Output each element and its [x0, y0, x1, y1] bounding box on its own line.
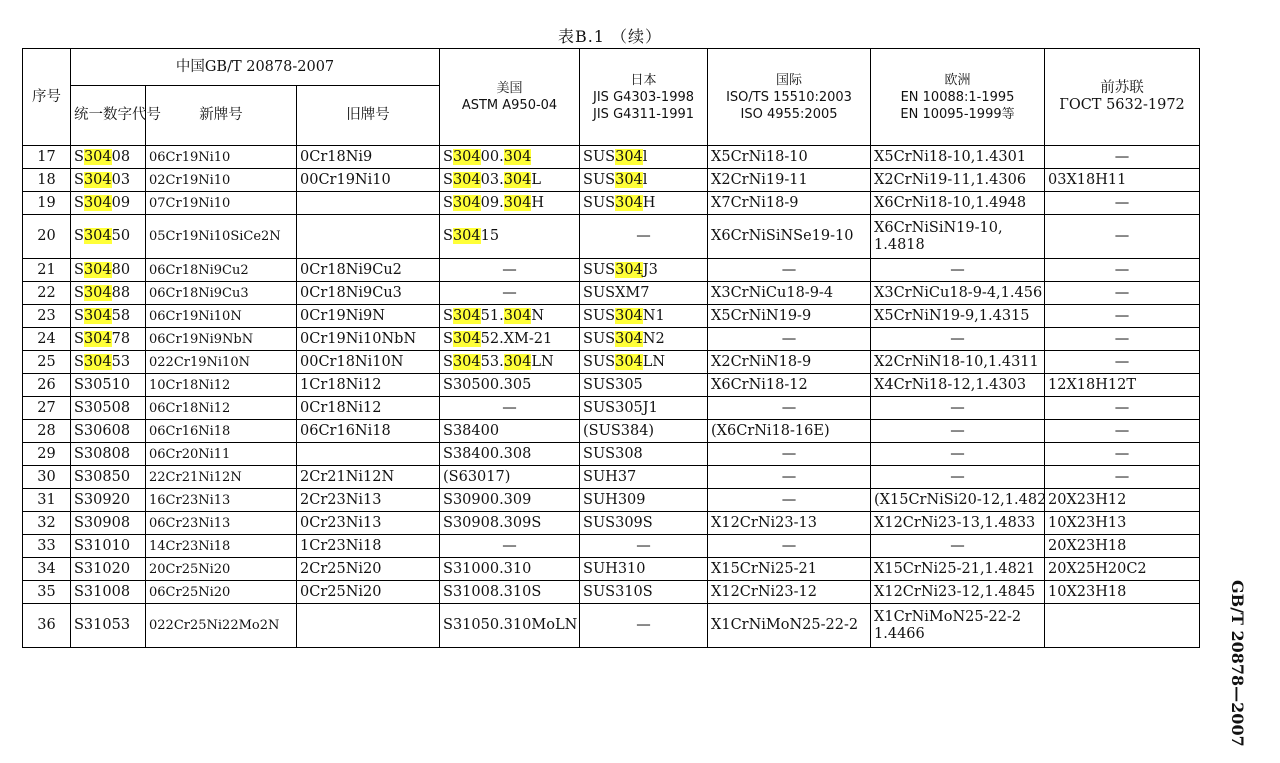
ussr-grade-cell: —	[1045, 282, 1200, 305]
usa-grade-cell: S30500.305	[440, 374, 580, 397]
ussr-grade-cell: —	[1045, 215, 1200, 259]
seq-cell: 30	[23, 466, 71, 489]
new-grade-cell: 06Cr23Ni13	[146, 512, 297, 535]
seq-cell: 35	[23, 581, 71, 604]
japan-grade-cell: SUS305J1	[580, 397, 708, 420]
ussr-grade-cell: 20X25H20C2	[1045, 558, 1200, 581]
unified-code-cell: S30850	[71, 466, 146, 489]
japan-grade-cell: SUH310	[580, 558, 708, 581]
europe-grade-cell: —	[871, 328, 1045, 351]
unified-code-cell: S31020	[71, 558, 146, 581]
iso-grade-cell: X5CrNi18-10	[708, 146, 871, 169]
iso-grade-cell: X3CrNiCu18-9-4	[708, 282, 871, 305]
old-grade-cell: 00Cr19Ni10	[297, 169, 440, 192]
usa-grade-cell: S38400.308	[440, 443, 580, 466]
new-grade-cell: 06Cr18Ni9Cu3	[146, 282, 297, 305]
usa-grade-cell: S31000.310	[440, 558, 580, 581]
japan-grade-cell: SUS304l	[580, 146, 708, 169]
iso-grade-cell: X12CrNi23-12	[708, 581, 871, 604]
unified-code-cell: S30908	[71, 512, 146, 535]
seq-cell: 28	[23, 420, 71, 443]
usa-grade-cell: S31008.310S	[440, 581, 580, 604]
table-row	[23, 305, 1200, 328]
new-grade-cell: 022Cr19Ni10N	[146, 351, 297, 374]
header-new-grade: 新牌号	[146, 86, 297, 146]
usa-grade-cell: S30400.304	[440, 146, 580, 169]
unified-code-cell: S30453	[71, 351, 146, 374]
unified-code-cell: S31008	[71, 581, 146, 604]
old-grade-cell: 2Cr23Ni13	[297, 489, 440, 512]
iso-grade-cell: X6CrNi18-12	[708, 374, 871, 397]
old-grade-cell: 2Cr21Ni12N	[297, 466, 440, 489]
ussr-grade-cell: —	[1045, 328, 1200, 351]
iso-grade-cell: —	[708, 535, 871, 558]
unified-code-cell: S30508	[71, 397, 146, 420]
header-usa: 美国 ASTM A950-04	[440, 49, 580, 146]
ussr-grade-cell: —	[1045, 305, 1200, 328]
ussr-grade-cell: —	[1045, 351, 1200, 374]
new-grade-cell: 022Cr25Ni22Mo2N	[146, 604, 297, 648]
old-grade-cell: 0Cr18Ni12	[297, 397, 440, 420]
old-grade-cell: 0Cr18Ni9Cu3	[297, 282, 440, 305]
europe-grade-cell: X15CrNi25-21,1.4821	[871, 558, 1045, 581]
table-row	[23, 215, 1200, 259]
japan-grade-cell: —	[580, 215, 708, 259]
usa-grade-cell: —	[440, 282, 580, 305]
seq-cell: 25	[23, 351, 71, 374]
table-row	[23, 489, 1200, 512]
header-old-grade: 旧牌号	[297, 86, 440, 146]
europe-grade-cell: —	[871, 259, 1045, 282]
new-grade-cell: 06Cr18Ni12	[146, 397, 297, 420]
new-grade-cell: 20Cr25Ni20	[146, 558, 297, 581]
japan-grade-cell: SUS304N2	[580, 328, 708, 351]
seq-cell: 21	[23, 259, 71, 282]
seq-cell: 31	[23, 489, 71, 512]
japan-grade-cell: SUH37	[580, 466, 708, 489]
unified-code-cell: S30458	[71, 305, 146, 328]
iso-grade-cell: X7CrNi18-9	[708, 192, 871, 215]
usa-grade-cell: —	[440, 259, 580, 282]
new-grade-cell: 06Cr25Ni20	[146, 581, 297, 604]
iso-grade-cell: X5CrNiN19-9	[708, 305, 871, 328]
seq-cell: 22	[23, 282, 71, 305]
europe-grade-cell: —	[871, 466, 1045, 489]
usa-grade-cell: S30409.304H	[440, 192, 580, 215]
seq-cell: 23	[23, 305, 71, 328]
japan-grade-cell: SUS304l	[580, 169, 708, 192]
header-ussr: 前苏联 ГОСТ 5632-1972	[1045, 49, 1200, 146]
new-grade-cell: 02Cr19Ni10	[146, 169, 297, 192]
header-europe: 欧洲 EN 10088:1-1995 EN 10095-1999等	[871, 49, 1045, 146]
europe-grade-cell: X2CrNi19-11,1.4306	[871, 169, 1045, 192]
iso-grade-cell: —	[708, 259, 871, 282]
usa-grade-cell: —	[440, 535, 580, 558]
iso-grade-cell: X12CrNi23-13	[708, 512, 871, 535]
new-grade-cell: 06Cr19Ni10N	[146, 305, 297, 328]
table-caption: 表B.1 （续）	[557, 27, 663, 46]
iso-grade-cell: —	[708, 443, 871, 466]
europe-grade-cell: —	[871, 443, 1045, 466]
seq-cell: 27	[23, 397, 71, 420]
europe-grade-cell: X3CrNiCu18-9-4,1.456	[871, 282, 1045, 305]
seq-cell: 36	[23, 604, 71, 648]
table-row	[23, 466, 1200, 489]
old-grade-cell: 0Cr23Ni13	[297, 512, 440, 535]
iso-grade-cell: —	[708, 397, 871, 420]
unified-code-cell: S31053	[71, 604, 146, 648]
ussr-grade-cell: —	[1045, 259, 1200, 282]
new-grade-cell: 16Cr23Ni13	[146, 489, 297, 512]
japan-grade-cell: —	[580, 535, 708, 558]
new-grade-cell: 06Cr19Ni9NbN	[146, 328, 297, 351]
usa-grade-cell: S30452.XM-21	[440, 328, 580, 351]
header-unified-code: 统一数字代号	[71, 86, 146, 146]
europe-grade-cell: (X15CrNiSi20-12,1.482	[871, 489, 1045, 512]
header-japan: 日本 JIS G4303-1998 JIS G4311-1991	[580, 49, 708, 146]
japan-grade-cell: SUS304H	[580, 192, 708, 215]
seq-cell: 18	[23, 169, 71, 192]
ussr-grade-cell: 10X23H13	[1045, 512, 1200, 535]
japan-grade-cell: SUS309S	[580, 512, 708, 535]
iso-grade-cell: X15CrNi25-21	[708, 558, 871, 581]
seq-cell: 24	[23, 328, 71, 351]
europe-grade-cell: X6CrNiSiN19-10, 1.4818	[871, 215, 1045, 259]
iso-grade-cell: —	[708, 328, 871, 351]
old-grade-cell: 0Cr19Ni10NbN	[297, 328, 440, 351]
japan-grade-cell: SUS304N1	[580, 305, 708, 328]
seq-cell: 20	[23, 215, 71, 259]
new-grade-cell: 06Cr20Ni11	[146, 443, 297, 466]
iso-grade-cell: —	[708, 489, 871, 512]
table-row	[23, 328, 1200, 351]
new-grade-cell: 22Cr21Ni12N	[146, 466, 297, 489]
europe-grade-cell: —	[871, 397, 1045, 420]
table-row	[23, 443, 1200, 466]
japan-grade-cell: SUS308	[580, 443, 708, 466]
table-row	[23, 558, 1200, 581]
japan-grade-cell: SUSXM7	[580, 282, 708, 305]
europe-grade-cell: X2CrNiN18-10,1.4311	[871, 351, 1045, 374]
europe-grade-cell: —	[871, 420, 1045, 443]
unified-code-cell: S30409	[71, 192, 146, 215]
steel-grade-comparison-table	[22, 48, 1200, 648]
japan-grade-cell: SUS310S	[580, 581, 708, 604]
europe-grade-cell: X4CrNi18-12,1.4303	[871, 374, 1045, 397]
ussr-grade-cell	[1045, 604, 1200, 648]
new-grade-cell: 06Cr19Ni10	[146, 146, 297, 169]
unified-code-cell: S31010	[71, 535, 146, 558]
seq-cell: 32	[23, 512, 71, 535]
new-grade-cell: 06Cr18Ni9Cu2	[146, 259, 297, 282]
seq-cell: 34	[23, 558, 71, 581]
new-grade-cell: 14Cr23Ni18	[146, 535, 297, 558]
japan-grade-cell: SUS304J3	[580, 259, 708, 282]
unified-code-cell: S30488	[71, 282, 146, 305]
table-row	[23, 397, 1200, 420]
old-grade-cell: 2Cr25Ni20	[297, 558, 440, 581]
unified-code-cell: S30510	[71, 374, 146, 397]
table-row	[23, 581, 1200, 604]
old-grade-cell	[297, 215, 440, 259]
europe-grade-cell: X5CrNi18-10,1.4301	[871, 146, 1045, 169]
usa-grade-cell: S30453.304LN	[440, 351, 580, 374]
header-seq: 序号	[23, 49, 71, 146]
ussr-grade-cell: —	[1045, 397, 1200, 420]
unified-code-cell: S30450	[71, 215, 146, 259]
old-grade-cell: 00Cr18Ni10N	[297, 351, 440, 374]
table-row	[23, 420, 1200, 443]
table-row	[23, 259, 1200, 282]
unified-code-cell: S30478	[71, 328, 146, 351]
usa-grade-cell: S30415	[440, 215, 580, 259]
europe-grade-cell: X6CrNi18-10,1.4948	[871, 192, 1045, 215]
table-row	[23, 351, 1200, 374]
table-row	[23, 192, 1200, 215]
header-international: 国际 ISO/TS 15510:2003 ISO 4955:2005	[708, 49, 871, 146]
ussr-grade-cell: 12X18H12T	[1045, 374, 1200, 397]
ussr-grade-cell: 10X23H18	[1045, 581, 1200, 604]
ussr-grade-cell: 03X18H11	[1045, 169, 1200, 192]
table-row	[23, 146, 1200, 169]
unified-code-cell: S30403	[71, 169, 146, 192]
old-grade-cell	[297, 443, 440, 466]
old-grade-cell	[297, 604, 440, 648]
ussr-grade-cell: —	[1045, 443, 1200, 466]
usa-grade-cell: S30900.309	[440, 489, 580, 512]
europe-grade-cell: X1CrNiMoN25-22-2 1.4466	[871, 604, 1045, 648]
unified-code-cell: S30920	[71, 489, 146, 512]
unified-code-cell: S30480	[71, 259, 146, 282]
header-china-group: 中国GB/T 20878-2007	[71, 49, 440, 86]
europe-grade-cell: —	[871, 535, 1045, 558]
table-row	[23, 374, 1200, 397]
usa-grade-cell: S38400	[440, 420, 580, 443]
ussr-grade-cell: —	[1045, 420, 1200, 443]
japan-grade-cell: SUS305	[580, 374, 708, 397]
ussr-grade-cell: 20X23H12	[1045, 489, 1200, 512]
usa-grade-cell: S30403.304L	[440, 169, 580, 192]
japan-grade-cell: (SUS384)	[580, 420, 708, 443]
ussr-grade-cell: —	[1045, 192, 1200, 215]
unified-code-cell: S30608	[71, 420, 146, 443]
standard-code-side-label: GB/T 20878—2007	[1228, 580, 1247, 747]
new-grade-cell: 10Cr18Ni12	[146, 374, 297, 397]
usa-grade-cell: S31050.310MoLN	[440, 604, 580, 648]
old-grade-cell: 0Cr25Ni20	[297, 581, 440, 604]
japan-grade-cell: SUH309	[580, 489, 708, 512]
seq-cell: 19	[23, 192, 71, 215]
table-row	[23, 282, 1200, 305]
usa-grade-cell: S30908.309S	[440, 512, 580, 535]
europe-grade-cell: X12CrNi23-12,1.4845	[871, 581, 1045, 604]
old-grade-cell: 0Cr18Ni9Cu2	[297, 259, 440, 282]
iso-grade-cell: (X6CrNi18-16E)	[708, 420, 871, 443]
seq-cell: 17	[23, 146, 71, 169]
europe-grade-cell: X12CrNi23-13,1.4833	[871, 512, 1045, 535]
seq-cell: 33	[23, 535, 71, 558]
iso-grade-cell: X1CrNiMoN25-22-2	[708, 604, 871, 648]
iso-grade-cell: X6CrNiSiNSe19-10	[708, 215, 871, 259]
ussr-grade-cell: 20X23H18	[1045, 535, 1200, 558]
table-row	[23, 512, 1200, 535]
iso-grade-cell: X2CrNiN18-9	[708, 351, 871, 374]
old-grade-cell: 0Cr18Ni9	[297, 146, 440, 169]
table-row	[23, 535, 1200, 558]
new-grade-cell: 07Cr19Ni10	[146, 192, 297, 215]
old-grade-cell: 1Cr23Ni18	[297, 535, 440, 558]
japan-grade-cell: —	[580, 604, 708, 648]
ussr-grade-cell: —	[1045, 146, 1200, 169]
unified-code-cell: S30408	[71, 146, 146, 169]
usa-grade-cell: (S63017)	[440, 466, 580, 489]
europe-grade-cell: X5CrNiN19-9,1.4315	[871, 305, 1045, 328]
ussr-grade-cell: —	[1045, 466, 1200, 489]
iso-grade-cell: —	[708, 466, 871, 489]
old-grade-cell	[297, 192, 440, 215]
old-grade-cell: 1Cr18Ni12	[297, 374, 440, 397]
table-row	[23, 604, 1200, 648]
old-grade-cell: 0Cr19Ni9N	[297, 305, 440, 328]
new-grade-cell: 05Cr19Ni10SiCe2N	[146, 215, 297, 259]
table-body	[23, 146, 1200, 648]
unified-code-cell: S30808	[71, 443, 146, 466]
old-grade-cell: 06Cr16Ni18	[297, 420, 440, 443]
seq-cell: 26	[23, 374, 71, 397]
seq-cell: 29	[23, 443, 71, 466]
new-grade-cell: 06Cr16Ni18	[146, 420, 297, 443]
usa-grade-cell: —	[440, 397, 580, 420]
japan-grade-cell: SUS304LN	[580, 351, 708, 374]
table-row	[23, 169, 1200, 192]
iso-grade-cell: X2CrNi19-11	[708, 169, 871, 192]
usa-grade-cell: S30451.304N	[440, 305, 580, 328]
